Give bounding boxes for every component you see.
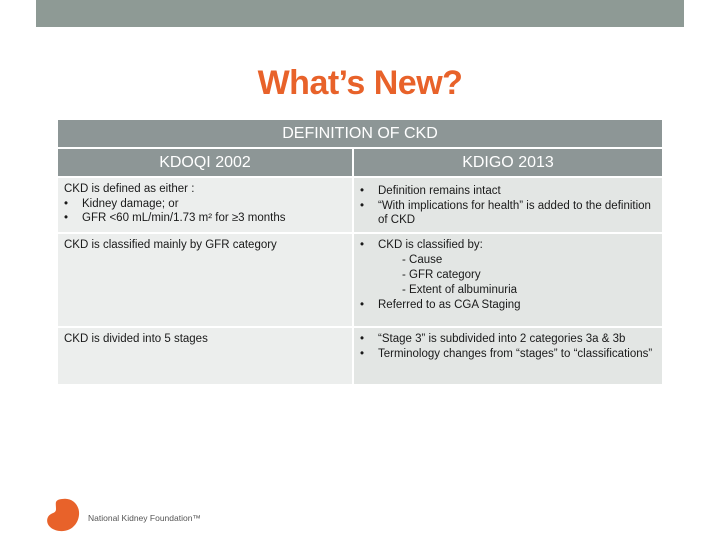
list-item: • Definition remains intact [360,185,501,197]
bullet: • [360,347,365,360]
table-row [58,234,662,326]
top-accent-bar [36,0,684,27]
table-row [58,178,662,232]
list-item: • Terminology changes from “stages” to “classifications” [360,347,653,360]
slide-title: What’s New? [257,64,463,102]
list-item: • CKD is classified by: [360,239,483,251]
definition-table [58,120,662,386]
bullet: • [360,239,365,251]
list-item: • “Stage 3” is subdivided into 2 categories 3a & 3b [360,333,626,345]
sub-item: - Extent of albuminuria [402,283,518,296]
list-item: • Referred to as CGA Staging [360,298,521,311]
table-header: DEFINITION OF CKD [58,120,662,147]
bullet: • [360,199,365,212]
table-cell-kdigo [354,328,662,384]
table-cell-kdoqi: CKD is classified mainly by GFR category [58,234,352,326]
bullet: • [360,333,365,345]
sub-item: - GFR category [402,268,481,281]
footer-logo-text: National Kidney Foundation™ [88,513,201,523]
list-item: • GFR <60 mL/min/1.73 m² for ≥3 months [64,212,286,224]
sub-item: - Cause [402,253,443,266]
cell-intro: CKD is defined as either : [64,183,195,195]
bullet: • [360,298,365,311]
table-row [58,328,662,384]
kidney-logo-icon [42,497,82,533]
list-item: • Kidney damage; or [64,197,179,210]
bullet: • [64,197,69,210]
column-header-kdigo: KDIGO 2013 [354,149,662,176]
table-column-headers [58,149,662,176]
table-cell-kdigo [354,178,662,232]
bullet: • [360,185,365,197]
list-item: • “With implications for health” is added to the definition of CKD [360,199,651,226]
column-header-kdoqi: KDOQI 2002 [58,149,352,176]
bullet: • [64,212,69,224]
table-cell-kdoqi: CKD is divided into 5 stages [58,328,352,384]
table-cell-kdoqi [58,178,352,232]
table-cell-kdigo [354,234,662,326]
